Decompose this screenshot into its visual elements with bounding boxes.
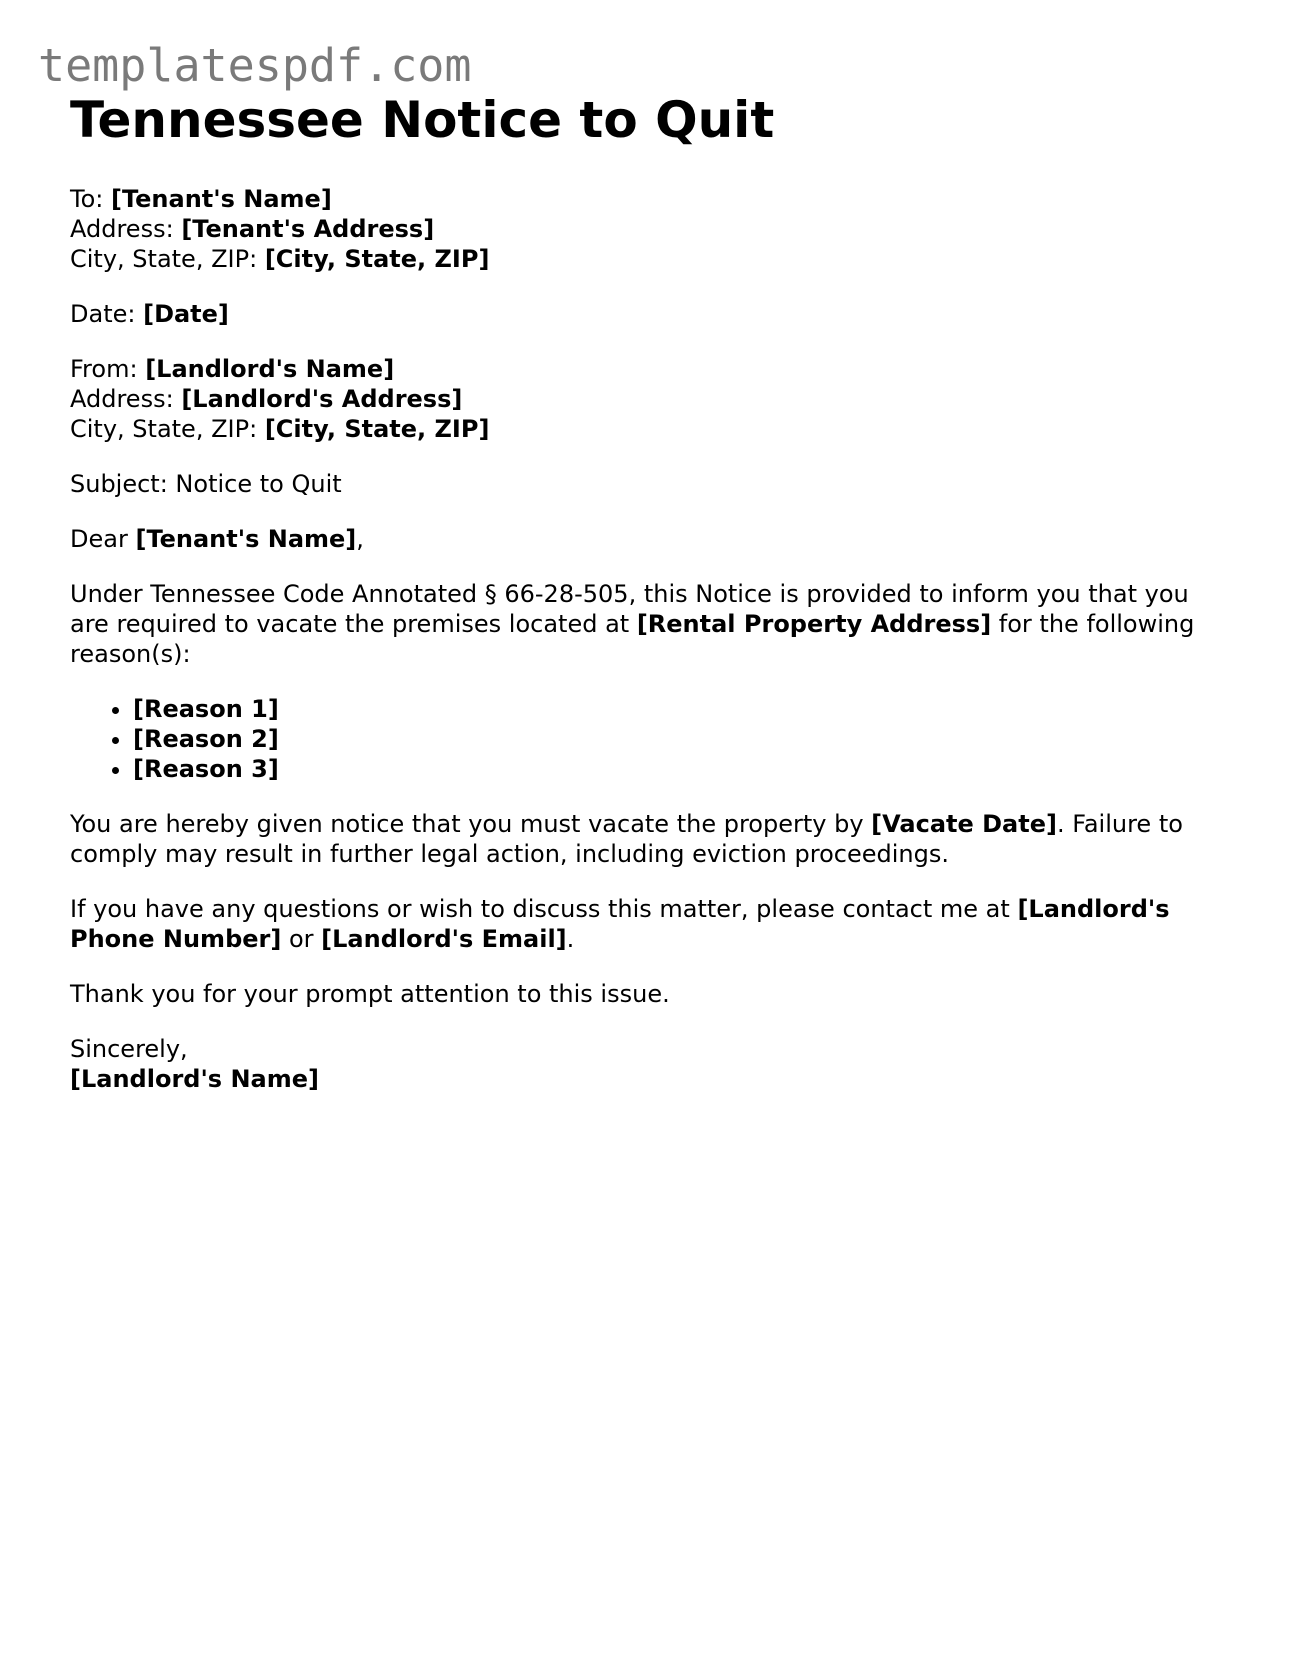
- body1-text-b: for the following reason(s):: [70, 610, 1195, 668]
- sender-block: [70, 354, 1230, 444]
- date-block: [70, 299, 1230, 329]
- thanks-line: Thank you for your prompt attention to this issue.: [70, 980, 670, 1008]
- rental-property-address-field: [Rental Property Address]: [636, 610, 992, 638]
- landlord-phone-field: [Landlord's Phone Number]: [70, 895, 1170, 953]
- body1-text-a: Under Tennessee Code Annotated § 66-28-505, this Notice is provided to inform you that you are required to vacate the premises located at: [70, 580, 1189, 638]
- list-item: • [Reason 2]: [133, 724, 1230, 754]
- document-page: [70, 88, 1230, 1094]
- body-paragraph-1: [70, 579, 1230, 669]
- signature-name-field: [Landlord's Name]: [70, 1065, 319, 1093]
- city-label: City, State, ZIP:: [70, 415, 258, 443]
- salutation-punct: ,: [356, 525, 364, 553]
- list-item: • [Reason 3]: [133, 754, 1230, 784]
- subject-block: [70, 469, 1230, 499]
- reasons-list: [70, 694, 1230, 784]
- landlord-city-field: [City, State, ZIP]: [264, 415, 490, 443]
- page-title: Tennessee Notice to Quit: [70, 91, 775, 149]
- sender-address-line: [70, 384, 1230, 414]
- sender-name-line: [70, 354, 1230, 384]
- paragraph-text: [70, 809, 1230, 869]
- landlord-email-field: [Landlord's Email]: [321, 925, 567, 953]
- from-label: From:: [70, 355, 138, 383]
- tenant-address-field: [Tenant's Address]: [181, 215, 435, 243]
- recipient-city-line: [70, 244, 1230, 274]
- recipient-address-line: [70, 214, 1230, 244]
- vacate-date-field: [Vacate Date]: [871, 810, 1057, 838]
- paragraph-text: [70, 894, 1230, 954]
- body3-end: .: [566, 925, 575, 953]
- landlord-address-field: [Landlord's Address]: [181, 385, 463, 413]
- recipient-name-line: [70, 184, 1230, 214]
- paragraph-text: [70, 579, 1230, 669]
- closing-block: [70, 1034, 1230, 1094]
- closing-line: Sincerely,: [70, 1035, 188, 1063]
- list-item: • [Reason 1]: [133, 694, 1230, 724]
- subject-line: Subject: Notice to Quit: [70, 470, 342, 498]
- body3-or: or: [288, 925, 314, 953]
- date-field: [Date]: [143, 300, 229, 328]
- recipient-block: [70, 184, 1230, 274]
- sender-city-line: [70, 414, 1230, 444]
- tenant-name-field: [Tenant's Name]: [111, 185, 332, 213]
- salutation-block: [70, 524, 1230, 554]
- body2-text-a: You are hereby given notice that you must vacate the property by: [70, 810, 864, 838]
- thanks-block: [70, 979, 1230, 1009]
- to-label: To:: [70, 185, 104, 213]
- watermark: templatespdf.com: [38, 39, 472, 92]
- body3-text-a: If you have any questions or wish to discuss this matter, please contact me at: [70, 895, 1010, 923]
- landlord-name-field: [Landlord's Name]: [145, 355, 395, 383]
- address-label: Address:: [70, 215, 174, 243]
- city-label: City, State, ZIP:: [70, 245, 258, 273]
- address-label: Address:: [70, 385, 174, 413]
- salutation-line: [70, 524, 1230, 554]
- body2-text-b: . Failure to comply may result in further legal action, including eviction proceedings.: [70, 810, 1183, 868]
- date-label: Date:: [70, 300, 136, 328]
- body-paragraph-2: [70, 809, 1230, 869]
- date-line: [70, 299, 1230, 329]
- dear-text: Dear: [70, 525, 128, 553]
- tenant-city-field: [City, State, ZIP]: [264, 245, 490, 273]
- body-paragraph-3: [70, 894, 1230, 954]
- salutation-tenant-name: [Tenant's Name]: [135, 525, 357, 553]
